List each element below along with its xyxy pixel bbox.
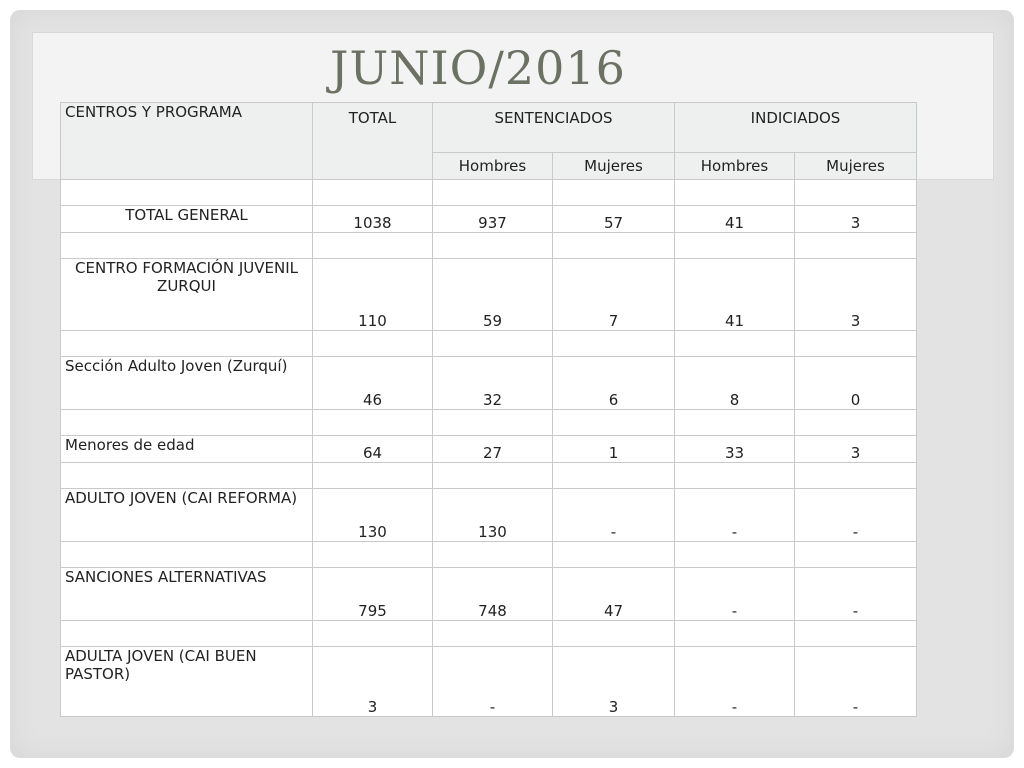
table-row	[61, 568, 917, 621]
row-indicted-men: 33	[675, 436, 795, 463]
row-indicted-men: -	[675, 568, 795, 621]
header-sentenced: SENTENCIADOS	[433, 103, 675, 153]
header-sentenced-women: Mujeres	[553, 153, 675, 180]
row-sentenced-women: -	[553, 489, 675, 542]
header-indicted-women: Mujeres	[795, 153, 917, 180]
row-name: Menores de edad	[61, 436, 313, 463]
row-sentenced-men: 27	[433, 436, 553, 463]
header-sentenced-men: Hombres	[433, 153, 553, 180]
row-indicted-men: 41	[675, 206, 795, 233]
row-sentenced-women: 57	[553, 206, 675, 233]
row-total: 3	[313, 647, 433, 717]
row-sentenced-women: 3	[553, 647, 675, 717]
row-sentenced-women: 1	[553, 436, 675, 463]
header-total: TOTAL	[313, 103, 433, 180]
row-sentenced-men: 130	[433, 489, 553, 542]
row-total: 110	[313, 259, 433, 331]
row-sentenced-men: 32	[433, 357, 553, 410]
row-name: ADULTO JOVEN (CAI REFORMA)	[61, 489, 313, 542]
header-programs: CENTROS Y PROGRAMA	[61, 103, 313, 180]
row-sentenced-men: 937	[433, 206, 553, 233]
row-indicted-women: -	[795, 489, 917, 542]
row-indicted-women: 3	[795, 259, 917, 331]
table-row	[61, 647, 917, 717]
row-indicted-men: 41	[675, 259, 795, 331]
table-row	[61, 436, 917, 463]
row-name: SANCIONES ALTERNATIVAS	[61, 568, 313, 621]
header-indicted: INDICIADOS	[675, 103, 917, 153]
header-row	[61, 103, 917, 153]
spacer-row	[61, 233, 917, 259]
row-indicted-men: -	[675, 647, 795, 717]
row-indicted-men: 8	[675, 357, 795, 410]
row-indicted-women: -	[795, 568, 917, 621]
row-sentenced-men: 748	[433, 568, 553, 621]
row-sentenced-women: 7	[553, 259, 675, 331]
spacer-row	[61, 463, 917, 489]
statistics-table	[60, 102, 917, 717]
row-name: CENTRO FORMACIÓN JUVENIL ZURQUI	[61, 259, 313, 331]
row-sentenced-men: -	[433, 647, 553, 717]
row-sentenced-men: 59	[433, 259, 553, 331]
row-name: ADULTA JOVEN (CAI BUEN PASTOR)	[61, 647, 313, 717]
row-total: 130	[313, 489, 433, 542]
table-row	[61, 259, 917, 331]
table-row	[61, 357, 917, 410]
row-indicted-women: 3	[795, 206, 917, 233]
table-row	[61, 489, 917, 542]
row-sentenced-women: 47	[553, 568, 675, 621]
row-total: 64	[313, 436, 433, 463]
spacer-row	[61, 542, 917, 568]
row-sentenced-women: 6	[553, 357, 675, 410]
table-row	[61, 206, 917, 233]
spacer-row	[61, 331, 917, 357]
row-total: 795	[313, 568, 433, 621]
row-indicted-women: 3	[795, 436, 917, 463]
row-total: 46	[313, 357, 433, 410]
spacer-row	[61, 180, 917, 206]
spacer-row	[61, 621, 917, 647]
row-indicted-women: -	[795, 647, 917, 717]
row-indicted-women: 0	[795, 357, 917, 410]
spacer-row	[61, 410, 917, 436]
row-indicted-men: -	[675, 489, 795, 542]
header-indicted-men: Hombres	[675, 153, 795, 180]
slide-title: JUNIO/2016	[330, 41, 626, 95]
row-name: TOTAL GENERAL	[61, 206, 313, 233]
row-name: Sección Adulto Joven (Zurquí)	[61, 357, 313, 410]
row-total: 1038	[313, 206, 433, 233]
